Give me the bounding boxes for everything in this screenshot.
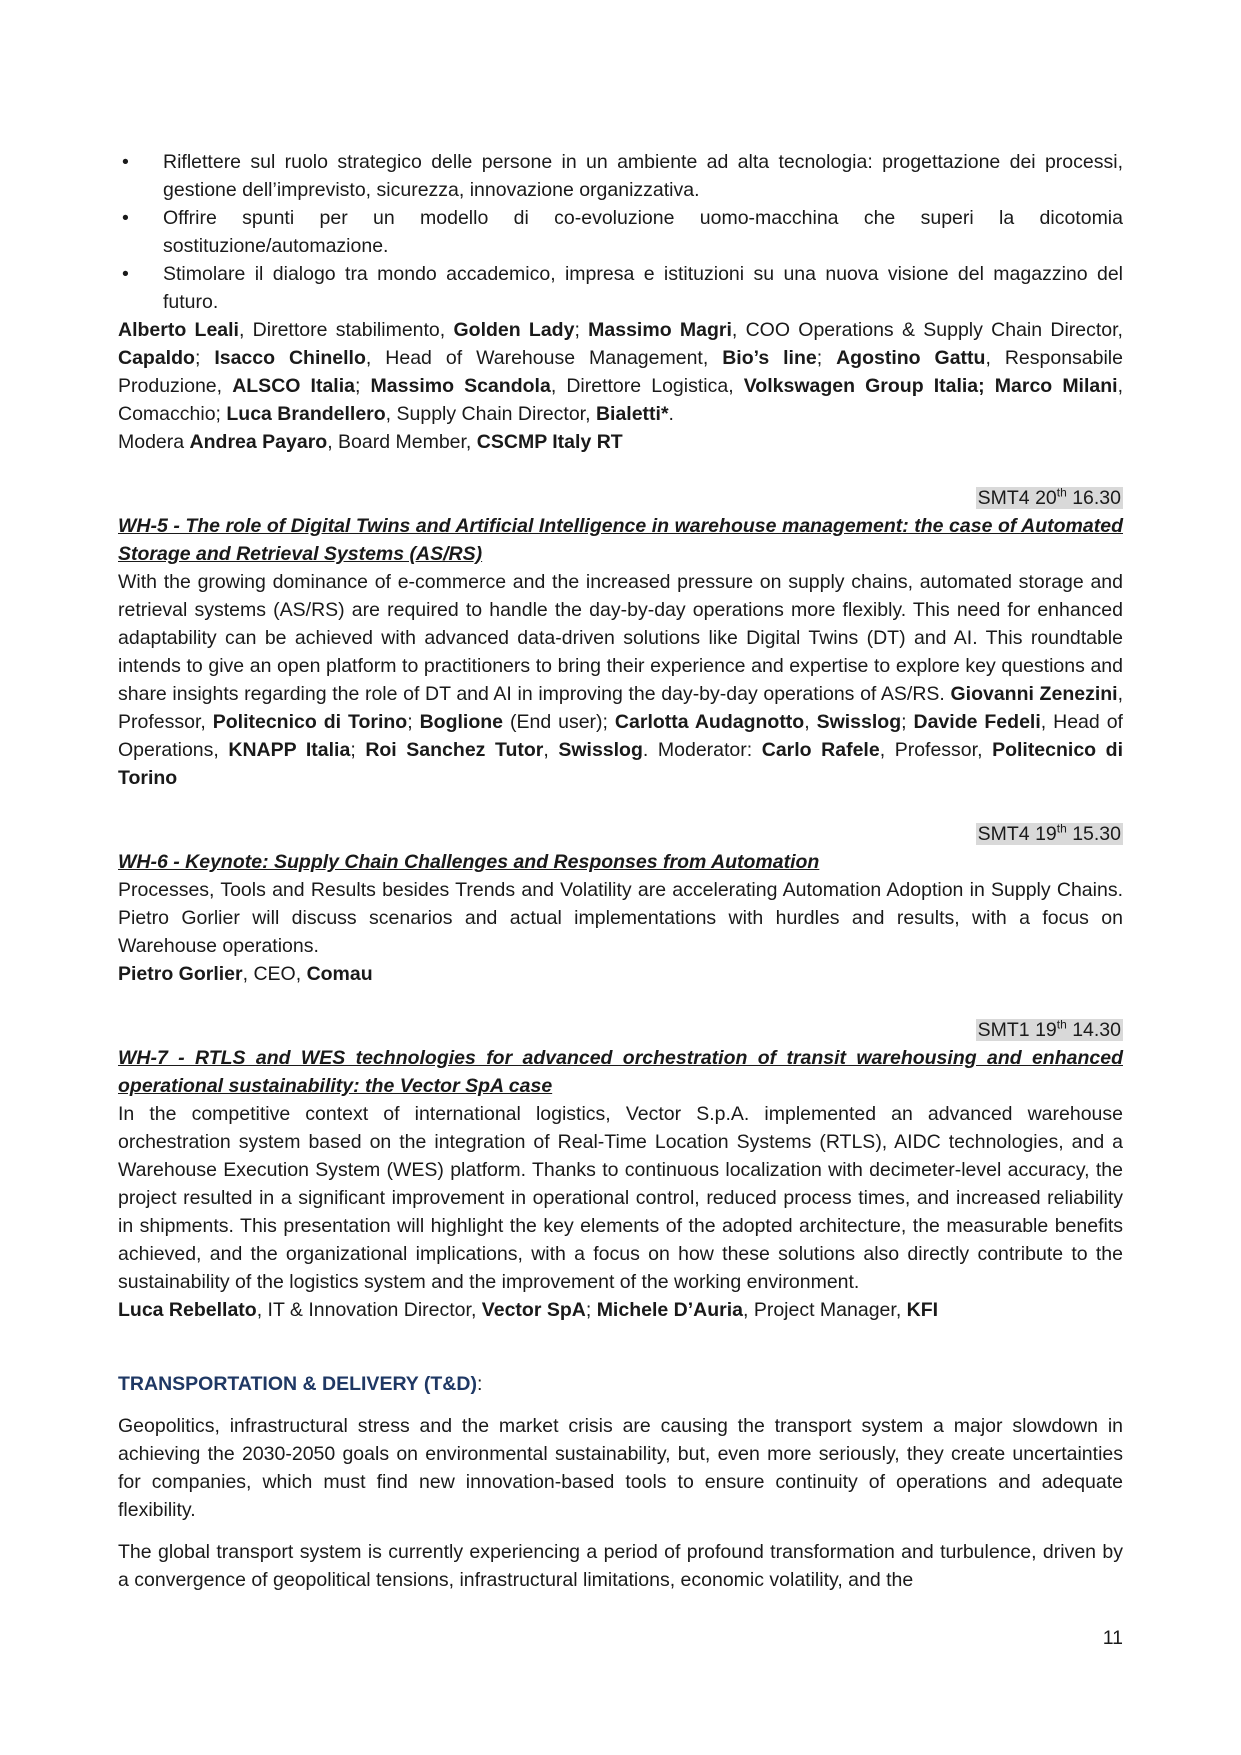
bullet-text: Stimolare il dialogo tra mondo accademico, impresa e istituzioni su una nuova visione del magazzino del futuro. bbox=[163, 263, 1123, 313]
session-speakers: Luca Rebellato, IT & Innovation Director, Vector SpA; Michele D’Auria, Project Manager, KFI bbox=[118, 1299, 939, 1321]
bullet-icon: • bbox=[122, 207, 129, 229]
session-description: With the growing dominance of e-commerce and the increased pressure on supply chains, automated storage and retrieval systems (AS/RS) are required to handle the day-by-day operations more flexibly. This need for enhanced adaptability can be achieved with advanced data-driven solutions like Digital Twins (DT) and AI. This roundtable intends to give an open platform to practitioners to bring their experience and expertise to explore key questions and share insights regarding the role of DT and AI in improving the day-by-day operations of AS/RS. Giovanni Zenezini, Professor, Politecnico di Torino; Boglione (End user); Carlotta Audagnotto, Swisslog; Davide Fedeli, Head of Operations, KNAPP Italia; Roi Sanchez Tutor, Swisslog. Moderator: Carlo Rafele, Professor, Politecnico di Torino bbox=[118, 571, 1123, 789]
section-paragraph: Geopolitics, infrastructural stress and the market crisis are causing the transport system a major slowdown in achieving the 2030-2050 goals on environmental sustainability, but, even more seriously, they create uncertainties for companies, which must find new innovation-based tools to ensure continuity of operations and adequate flexibility. bbox=[118, 1415, 1123, 1521]
session-title-wh6: WH-6 - Keynote: Supply Chain Challenges and Responses from Automation bbox=[118, 851, 820, 873]
session-speakers: Pietro Gorlier, CEO, Comau bbox=[118, 963, 373, 985]
page-number: 11 bbox=[1102, 1627, 1123, 1649]
session-time: SMT4 20th 16.30 bbox=[977, 485, 1121, 509]
session-description: Processes, Tools and Results besides Trends and Volatility are accelerating Automation Adoption in Supply Chains. Pietro Gorlier will discuss scenarios and actual implementations with hurdles and results, with a focus on Warehouse operations. bbox=[118, 879, 1123, 957]
bullet-text: Riflettere sul ruolo strategico delle persone in un ambiente ad alta tecnologia: progettazione dei processi, gestione dell’imprevisto, sicurezza, innovazione organizzativa. bbox=[163, 151, 1123, 201]
section-heading: TRANSPORTATION & DELIVERY (T&D): bbox=[118, 1373, 483, 1395]
page-content bbox=[118, 148, 1123, 1594]
session-title-wh5: WH-5 - The role of Digital Twins and Artificial Intelligence in warehouse management: the case of Automated Storage and Retrieval Systems (AS/RS) bbox=[118, 515, 1123, 565]
panel-speakers: Alberto Leali, Direttore stabilimento, Golden Lady; Massimo Magri, COO Operations & Supply Chain Director, Capaldo; Isacco Chinello, Head of Warehouse Management, Bio’s line; Agostino Gattu, Responsabile Produzione, ALSCO Italia; Massimo Scandola, Direttore Logistica, Volkswagen Group Italia; Marco Milani, Comacchio; Luca Brandellero, Supply Chain Director, Bialetti*. bbox=[118, 319, 1123, 425]
bullet-icon: • bbox=[122, 263, 129, 285]
session-time: SMT4 19th 15.30 bbox=[977, 821, 1121, 845]
session-description: In the competitive context of international logistics, Vector S.p.A. implemented an advanced warehouse orchestration system based on the integration of Real-Time Location Systems (RTLS), AIDC technologies, and a Warehouse Execution System (WES) platform. Thanks to continuous localization with decimeter-level accuracy, the project resulted in a significant improvement in operational control, reduced process times, and increased reliability in shipments. This presentation will highlight the key elements of the adopted architecture, the measurable benefits achieved, and the organizational implications, with a focus on how these solutions also directly contribute to the sustainability of the logistics system and the improvement of the working environment. bbox=[118, 1103, 1123, 1293]
list-item bbox=[118, 204, 1123, 260]
list-item bbox=[118, 148, 1123, 204]
bullet-text: Offrire spunti per un modello di co-evoluzione uomo-macchina che superi la dicotomia sostituzione/automazione. bbox=[163, 207, 1123, 257]
session-time: SMT1 19th 14.30 bbox=[977, 1017, 1121, 1041]
list-item bbox=[118, 260, 1123, 316]
objectives-list bbox=[118, 148, 1123, 316]
bullet-icon: • bbox=[122, 151, 129, 173]
panel-moderator: Modera Andrea Payaro, Board Member, CSCMP Italy RT bbox=[118, 431, 623, 453]
session-title-wh7: WH-7 - RTLS and WES technologies for advanced orchestration of transit warehousing and enhanced operational sustainability: the Vector SpA case bbox=[118, 1047, 1123, 1097]
section-paragraph: The global transport system is currently experiencing a period of profound transformation and turbulence, driven by a convergence of geopolitical tensions, infrastructural limitations, economic volatility, and the bbox=[118, 1541, 1123, 1591]
